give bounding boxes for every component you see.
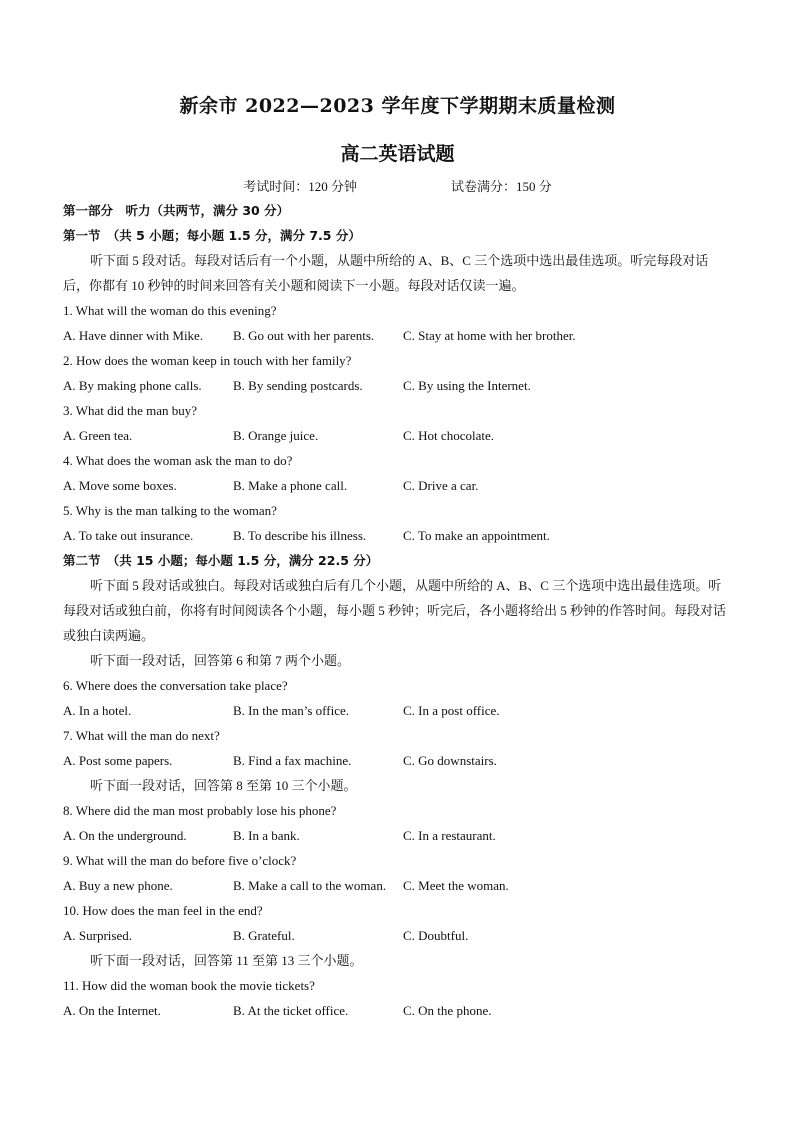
question-options bbox=[63, 823, 732, 848]
question-options bbox=[63, 423, 732, 448]
option-c: C. Meet the woman. bbox=[403, 878, 509, 893]
option-a: A. To take out insurance. bbox=[63, 528, 194, 543]
option-b: B. By sending postcards. bbox=[233, 378, 363, 393]
option-c: C. To make an appointment. bbox=[403, 528, 550, 543]
dialogue-note: 听下面一段对话，回答第 6 和第 7 两个小题。 bbox=[90, 653, 351, 668]
question-stem: 6. Where does the conversation take place? bbox=[63, 678, 288, 693]
question-stem: 1. What will the woman do this evening? bbox=[63, 303, 277, 318]
exam-title: 新余市 2022—2023 学年度下学期期末质量检测 bbox=[179, 95, 616, 117]
option-c: C. Doubtful. bbox=[403, 928, 469, 943]
exam-score: 试卷满分：150 分 bbox=[451, 179, 552, 194]
question-stem: 2. How does the woman keep in touch with her family? bbox=[63, 353, 352, 368]
section2-heading: 第二节 （共 15 小题；每小题 1.5 分，满分 22.5 分） bbox=[63, 553, 379, 568]
question-stem: 11. How did the woman book the movie tickets? bbox=[63, 978, 315, 993]
exam-info bbox=[63, 176, 732, 198]
option-c: C. Stay at home with her brother. bbox=[403, 328, 576, 343]
option-c: C. In a restaurant. bbox=[403, 828, 496, 843]
option-b: B. In the man’s office. bbox=[233, 703, 350, 718]
option-a: A. On the underground. bbox=[63, 828, 187, 843]
question-options bbox=[63, 523, 732, 548]
option-b: B. Grateful. bbox=[233, 928, 295, 943]
question-stem: 10. How does the man feel in the end? bbox=[63, 903, 263, 918]
option-a: A. Surprised. bbox=[63, 928, 132, 943]
question-stem: 3. What did the man buy? bbox=[63, 403, 198, 418]
option-a: A. Green tea. bbox=[63, 428, 133, 443]
option-b: B. To describe his illness. bbox=[233, 528, 367, 543]
option-b: B. Find a fax machine. bbox=[233, 753, 352, 768]
option-a: A. Move some boxes. bbox=[63, 478, 177, 493]
option-c: C. By using the Internet. bbox=[403, 378, 531, 393]
option-a: A. Buy a new phone. bbox=[63, 878, 173, 893]
question-stem: 9. What will the man do before five o’clock? bbox=[63, 853, 297, 868]
option-b: B. At the ticket office. bbox=[233, 1003, 349, 1018]
section2-instructions: 听下面 5 段对话或独白。每段对话或独白后有几个小题，从题中所给的 A、B、C 三个选项中选出最佳选项。听每段对话或独白前，你将有时间阅读各个小题，每小题 5 秒钟；听完后，各小题将给出 5 秒钟的作答时间。每段对话或独白读两遍。 bbox=[63, 578, 727, 643]
question-options bbox=[63, 323, 732, 348]
option-b: B. Make a call to the woman. bbox=[233, 878, 387, 893]
option-b: B. Orange juice. bbox=[233, 428, 319, 443]
question-options bbox=[63, 698, 732, 723]
part1-heading: 第一部分 听力（共两节，满分 30 分） bbox=[63, 203, 290, 218]
question-options bbox=[63, 998, 732, 1023]
section1-instructions: 听下面 5 段对话。每段对话后有一个小题，从题中所给的 A、B、C 三个选项中选出最佳选项。听完每段对话后，你都有 10 秒钟的时间来回答有关小题和阅读下一小题。每段对话仅读一遍。 bbox=[63, 253, 709, 293]
option-a: A. By making phone calls. bbox=[63, 378, 202, 393]
option-c: C. Hot chocolate. bbox=[403, 428, 494, 443]
question-stem: 4. What does the woman ask the man to do? bbox=[63, 453, 293, 468]
option-a: A. On the Internet. bbox=[63, 1003, 161, 1018]
question-stem: 8. Where did the man most probably lose his phone? bbox=[63, 803, 337, 818]
option-c: C. Drive a car. bbox=[403, 478, 479, 493]
option-b: B. In a bank. bbox=[233, 828, 300, 843]
exam-subtitle: 高二英语试题 bbox=[340, 143, 455, 165]
option-a: A. Post some papers. bbox=[63, 753, 173, 768]
question-stem: 5. Why is the man talking to the woman? bbox=[63, 503, 277, 518]
question-options bbox=[63, 923, 732, 948]
exam-time: 考试时间：120 分钟 bbox=[243, 179, 357, 194]
option-a: A. Have dinner with Mike. bbox=[63, 328, 204, 343]
dialogue-note: 听下面一段对话，回答第 11 至第 13 三个小题。 bbox=[90, 953, 363, 968]
option-b: B. Make a phone call. bbox=[233, 478, 348, 493]
question-options bbox=[63, 373, 732, 398]
option-c: C. In a post office. bbox=[403, 703, 500, 718]
dialogue-note: 听下面一段对话，回答第 8 至第 10 三个小题。 bbox=[90, 778, 357, 793]
option-b: B. Go out with her parents. bbox=[233, 328, 375, 343]
question-options bbox=[63, 748, 732, 773]
question-options bbox=[63, 873, 732, 898]
question-options bbox=[63, 473, 732, 498]
option-c: C. Go downstairs. bbox=[403, 753, 497, 768]
question-stem: 7. What will the man do next? bbox=[63, 728, 220, 743]
section1-heading: 第一节 （共 5 小题；每小题 1.5 分，满分 7.5 分） bbox=[63, 228, 361, 243]
option-a: A. In a hotel. bbox=[63, 703, 132, 718]
option-c: C. On the phone. bbox=[403, 1003, 492, 1018]
